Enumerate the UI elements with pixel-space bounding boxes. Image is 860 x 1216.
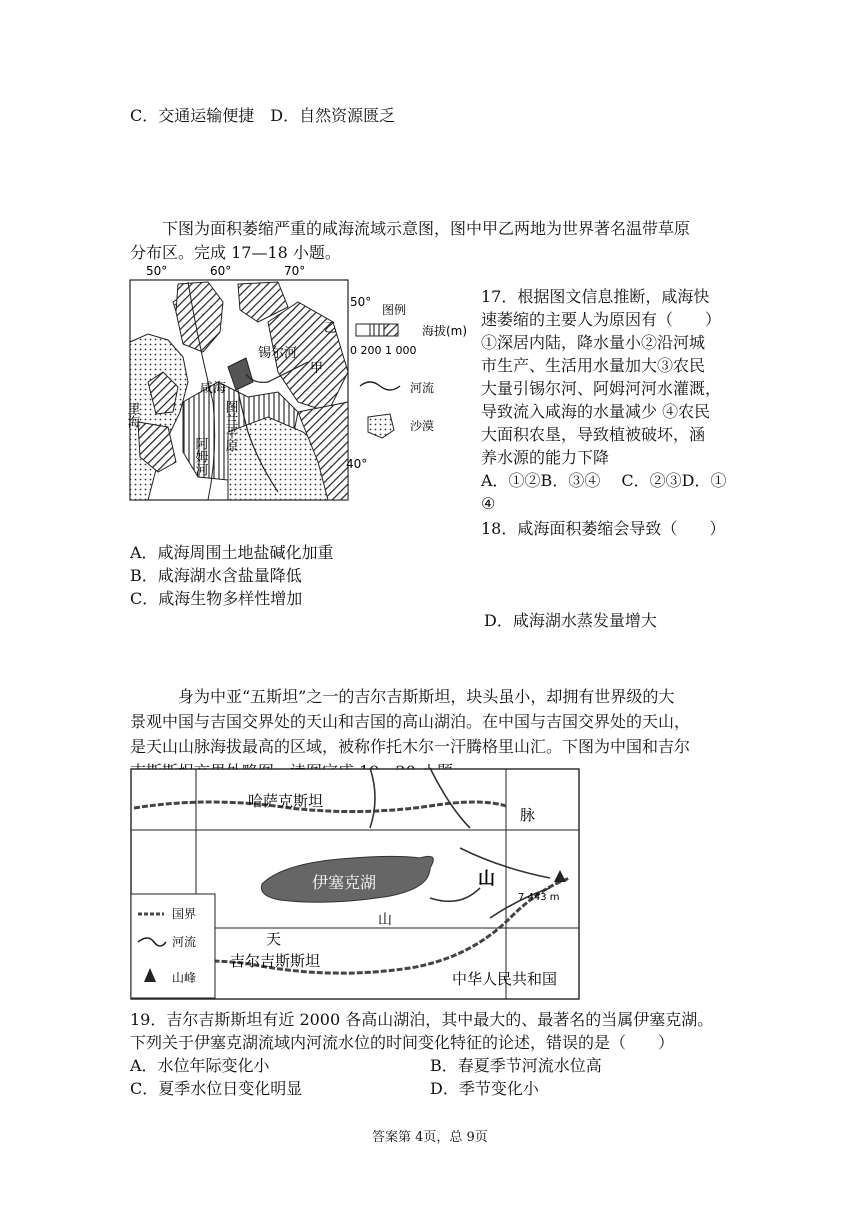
place-tulan: 图兰平原 — [222, 400, 238, 452]
intro2-line3: 是天山山脉海拔最高的区域，被称作托木尔一汗腾格里山汇。下图为中国和吉尔 — [130, 737, 691, 756]
q17-line4: 市生产、生活用水量加大③农民 — [481, 356, 706, 375]
legend-border-label: 国界 — [172, 907, 197, 921]
q18-option-a: A．咸海周围土地盐碱化加重 — [130, 543, 334, 562]
q17-line3: ①深居内陆，降水量小②沿河城 — [481, 333, 706, 352]
place-yi: 乙 — [324, 321, 338, 336]
q17-options: A．①②B．③④ C．②③D．① — [481, 471, 727, 490]
q17-line5: 大量引锡尔河、阿姆河河水灌溉， — [481, 379, 722, 398]
label-kyrgyzstan: 吉尔吉斯斯坦 — [230, 952, 321, 970]
q19-line1: 19．吉尔吉斯斯坦有近 2000 各高山湖泊，其中最大的、最著名的当属伊塞克湖。 — [130, 1010, 714, 1029]
legend-river-line — [360, 382, 400, 390]
q19-option-b: B．春夏季节河流水位高 — [430, 1056, 602, 1075]
q17-line7: 大面积农垦，导致植被破坏，涵 — [481, 425, 706, 444]
label-mai: 脉 — [520, 806, 536, 824]
q19-option-d: D．季节变化小 — [430, 1079, 539, 1098]
label-lake: 伊塞克湖 — [312, 873, 377, 892]
aral-sea-map — [124, 262, 468, 504]
legend-altitude-swatch — [356, 324, 398, 336]
q17-line1: 17．根据图文信息推断，咸海快 — [481, 287, 710, 306]
legend-desert-swatch — [368, 414, 394, 438]
label-shan-small: 山 — [378, 912, 392, 928]
q18-option-b: B．咸海湖水含盐量降低 — [130, 566, 302, 585]
lon-60: 60° — [210, 264, 232, 278]
legend-river-label: 河流 — [410, 381, 435, 395]
intro2-line2: 景观中国与吉国交界处的天山和吉国的高山湖泊。在中国与吉国交界处的天山， — [130, 712, 691, 731]
lon-50: 50° — [146, 264, 168, 278]
q19-option-a: A．水位年际变化小 — [130, 1056, 270, 1075]
q18-stem: 18．咸海面积萎缩会导致（ ） — [481, 519, 726, 538]
intro2-line1: 身为中亚“五斯坦”之一的吉尔吉斯斯坦，块头虽小，却拥有世界级的大 — [178, 687, 675, 706]
q17-line2: 速萎缩的主要人为原因有（ ） — [481, 310, 722, 329]
place-xianhai: 咸海 — [200, 381, 227, 396]
intro1-line2: 分布区。完成 17—18 小题。 — [130, 243, 341, 262]
q19-option-c: C．夏季水位日变化明显 — [130, 1079, 303, 1098]
legend-title: 图例 — [382, 303, 407, 317]
q17-line8: 养水源的能力下降 — [481, 448, 610, 467]
q17-line6: 导致流入咸海的水量减少 ④农民 — [481, 402, 711, 421]
lat-40: 40° — [346, 457, 368, 471]
tianshan-map — [130, 768, 582, 1002]
place-aimuhe: 阿姆河 — [192, 437, 208, 476]
label-tian: 天 — [266, 930, 282, 948]
label-peak: 7 443 m — [518, 892, 560, 903]
q18-option-c: C．咸海生物多样性增加 — [130, 589, 303, 608]
q17-options-wrap: ④ — [481, 494, 496, 513]
q16-options: C．交通运输便捷 D．自然资源匮乏 — [130, 106, 396, 125]
lon-70: 70° — [284, 264, 306, 278]
place-xierhe: 锡尔河 — [258, 346, 298, 361]
place-jia: 甲 — [310, 361, 324, 376]
legend-scale: 0 200 1 000 — [350, 344, 417, 357]
label-shan-big: 山 — [478, 869, 495, 889]
label-china: 中华人民共和国 — [452, 970, 558, 988]
legend-altitude-label: 海拔(m) — [422, 324, 468, 338]
label-kazakhstan: 哈萨克斯坦 — [248, 792, 324, 810]
q19-line2: 下列关于伊塞克湖流域内河流水位的时间变化特征的论述，错误的是（ ） — [130, 1033, 675, 1052]
place-lihai: 里海 — [124, 402, 140, 428]
lat-50: 50° — [350, 295, 372, 309]
page-footer: 答案第 4页，总 9页 — [372, 1130, 488, 1145]
intro1-line1: 下图为面积萎缩严重的咸海流域示意图，图中甲乙两地为世界著名温带草原 — [162, 219, 691, 238]
legend-river2-label: 河流 — [172, 935, 197, 949]
q18-option-d: D．咸海湖水蒸发量增大 — [484, 611, 657, 630]
legend-peak-label: 山峰 — [172, 971, 197, 985]
legend-desert-label: 沙漠 — [410, 419, 435, 433]
